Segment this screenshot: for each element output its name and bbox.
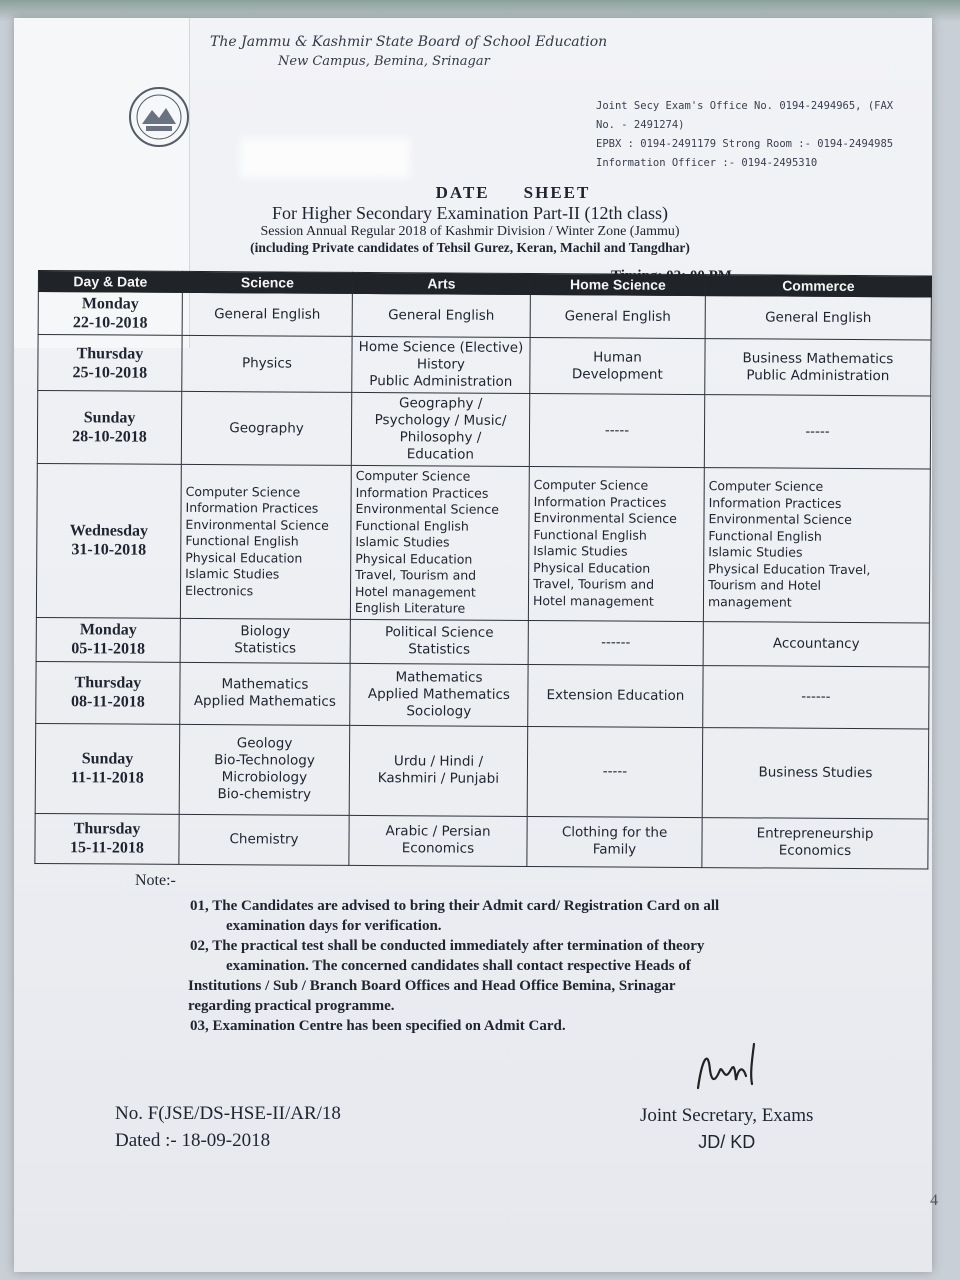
home-science-cell: [528, 664, 703, 727]
subject-name: Entrepreneurship: [756, 825, 874, 843]
subject-name: Geography: [229, 419, 304, 437]
science-cell: [182, 335, 352, 392]
subject-name: Sociology: [406, 702, 472, 720]
table-row: [35, 813, 928, 868]
day-date-cell: [38, 335, 182, 392]
header-day-date: Day & Date: [38, 271, 182, 293]
note-item: [190, 1016, 815, 1036]
subject-name: Functional English: [355, 517, 469, 534]
commerce-cell: [703, 665, 929, 728]
subject-name: Accountancy: [772, 634, 860, 652]
exam-title: For Higher Secondary Examination Part-II (12th class): [272, 203, 668, 223]
subject-name: Applied Mathematics: [367, 685, 510, 703]
note-text: The practical test shall be conducted immediately after termination of theory: [212, 938, 705, 954]
subject-name: Physical Education: [355, 550, 473, 567]
subject-name: Public Administration: [746, 366, 890, 384]
note-item: [190, 896, 815, 936]
subject-name: Physical Education: [185, 549, 303, 566]
heading-word: DATE: [435, 183, 490, 202]
notes-section: [135, 872, 815, 1036]
subject-name: Mathematics: [395, 668, 483, 686]
subject-name: Physical Education Travel,: [708, 560, 871, 577]
subject-name: Economics: [401, 840, 475, 857]
subject-name: Development: [571, 365, 663, 383]
commerce-cell: [702, 727, 929, 818]
exam-date: 31-10-2018: [71, 541, 147, 559]
arts-cell: [350, 663, 528, 726]
signatory-initials: JD/ KD: [698, 1132, 756, 1152]
science-cell: [179, 724, 350, 815]
board-emblem-icon: [128, 86, 190, 148]
subject-name: Extension Education: [546, 686, 685, 704]
subject-name: Microbiology: [221, 769, 308, 786]
note-number: 03,: [190, 1018, 209, 1034]
subject-name: Information Practices: [708, 494, 842, 511]
exam-day: Sunday: [81, 750, 134, 768]
subject-name: -----: [805, 423, 830, 440]
subject-name: Environmental Science: [185, 516, 329, 533]
subject-name: Business Mathematics: [742, 349, 894, 367]
exam-day: Sunday: [83, 409, 136, 427]
subject-name: Physical Education: [533, 559, 651, 576]
day-date-cell: [35, 723, 180, 814]
home-science-cell: [528, 467, 704, 622]
subject-name: Islamic Studies: [355, 533, 450, 550]
commerce-cell: [702, 817, 928, 868]
date-sheet-table: [34, 270, 932, 869]
subject-name: History: [416, 356, 465, 373]
science-cell: [180, 662, 350, 725]
signature-icon: [692, 1040, 772, 1100]
header-commerce: Commerce: [705, 275, 931, 297]
exam-day: Monday: [79, 621, 137, 639]
subject-name: ------: [801, 688, 831, 705]
signatory-designation: Joint Secretary, Exams: [640, 1105, 814, 1126]
subject-name: Family: [592, 841, 637, 858]
exam-day: Thursday: [74, 674, 142, 692]
subject-name: Biology: [240, 623, 291, 640]
subject-name: Islamic Studies: [533, 543, 628, 559]
exam-date: 08-11-2018: [70, 693, 145, 711]
exam-day: Thursday: [73, 820, 141, 838]
commerce-cell: [703, 621, 929, 666]
table-row: [36, 463, 930, 622]
home-science-cell: [530, 295, 705, 339]
arts-cell: [349, 725, 528, 816]
subject-name: Geology: [236, 735, 293, 752]
science-cell: [181, 391, 351, 465]
subject-name: Bio-chemistry: [217, 786, 312, 803]
subject-name: Hotel management: [532, 592, 654, 609]
subject-name: Statistics: [408, 641, 471, 658]
subject-name: Computer Science: [355, 467, 471, 484]
exam-date: 15-11-2018: [70, 839, 144, 857]
contact-line: Joint Secy Exam's Office No. 0194-2494965, (FAX No. - 2491274): [596, 100, 894, 131]
subject-name: Public Administration: [369, 373, 513, 390]
contact-line: Information Officer :- 0194-2495310: [596, 157, 818, 169]
subject-name: Economics: [778, 842, 852, 859]
arts-cell: [352, 293, 530, 337]
home-science-cell: [528, 620, 703, 665]
subject-name: Hotel management: [354, 583, 476, 600]
subject-name: General English: [564, 307, 671, 325]
arts-cell: [350, 465, 529, 620]
subject-name: Environmental Science: [708, 511, 852, 528]
note-text: examination days for verification.: [226, 918, 442, 934]
subject-name: Functional English: [708, 527, 822, 544]
notes-title: Note:-: [135, 872, 176, 889]
header-arts: Arts: [352, 272, 530, 294]
subject-name: -----: [604, 421, 630, 439]
date-sheet-heading: [290, 183, 770, 203]
commerce-cell: [705, 296, 931, 340]
document-titles: [170, 183, 770, 256]
arts-cell: [349, 815, 527, 866]
page-number: 4: [930, 1192, 938, 1209]
subject-name: Tourism and Hotel: [708, 577, 822, 594]
exam-day: Thursday: [76, 344, 144, 363]
subject-name: ------: [601, 633, 631, 651]
subject-name: Mathematics: [221, 676, 309, 693]
subject-name: Physics: [241, 355, 292, 372]
exam-day: Monday: [81, 295, 139, 313]
subject-name: Functional English: [185, 532, 299, 549]
subject-name: Islamic Studies: [708, 544, 803, 560]
subject-name: Islamic Studies: [185, 565, 280, 582]
reference-block: [115, 1100, 341, 1154]
contact-numbers: [596, 97, 896, 173]
day-date-cell: [35, 813, 179, 864]
arts-cell: [350, 619, 528, 664]
note-text: examination. The concerned candidates shall contact respective Heads of: [226, 958, 691, 974]
day-date-cell: [38, 292, 182, 336]
day-date-cell: [36, 661, 180, 724]
subject-name: Human: [593, 348, 642, 366]
signatory-block: [640, 1102, 813, 1156]
subject-name: Computer Science: [708, 478, 824, 495]
subject-name: Philosophy /: [399, 429, 482, 446]
subject-name: Home Science (Elective): [358, 338, 524, 356]
table-row: [36, 617, 929, 666]
subject-name: management: [707, 593, 792, 610]
subject-name: Environmental Science: [355, 500, 499, 517]
exam-date: 25-10-2018: [72, 363, 148, 382]
home-science-cell: [530, 338, 705, 395]
note-item: [190, 936, 815, 1016]
exam-date: 11-11-2018: [70, 769, 144, 787]
science-cell: [180, 464, 351, 619]
table-row: [36, 661, 929, 728]
subject-name: Clothing for the: [561, 824, 668, 841]
board-address: New Campus, Bemina, Srinagar: [278, 54, 490, 69]
exam-day: Wednesday: [69, 522, 149, 540]
subject-name: Computer Science: [533, 477, 649, 493]
subject-name: Urdu / Hindi /: [393, 753, 484, 770]
note-number: 02,: [190, 938, 209, 954]
note-text: Institutions / Sub / Branch Board Offices and Head Office Bemina, Srinagar: [188, 978, 676, 994]
board-header: [210, 34, 670, 69]
day-date-cell: [37, 391, 181, 465]
science-cell: [179, 814, 349, 865]
subject-name: Psychology / Music/: [374, 412, 507, 429]
commerce-cell: [704, 395, 930, 469]
arts-cell: [351, 392, 529, 466]
subject-name: Geography /: [398, 395, 483, 412]
subject-name: Business Studies: [758, 763, 873, 781]
subject-name: Political Science: [384, 624, 494, 641]
subject-name: General English: [214, 305, 321, 323]
note-number: 01,: [190, 898, 209, 914]
subject-name: Computer Science: [185, 483, 301, 500]
day-date-cell: [36, 463, 181, 617]
private-candidates-note: (including Private candidates of Tehsil Gurez, Keran, Machil and Tangdhar): [250, 240, 690, 255]
table-row: [37, 391, 930, 469]
subject-name: English Literature: [354, 599, 466, 616]
contact-line: EPBX : 0194-2491179 Strong Room :- 0194-2494985: [596, 138, 894, 150]
subject-name: Travel, Tourism and: [355, 566, 477, 583]
subject-name: Travel, Tourism and: [533, 576, 655, 593]
subject-name: Environmental Science: [533, 510, 677, 527]
subject-name: Chemistry: [229, 830, 299, 848]
subject-name: Functional English: [533, 526, 647, 543]
subject-name: Arabic / Persian: [385, 823, 491, 840]
exam-date: 22-10-2018: [72, 314, 148, 332]
board-name: The Jammu & Kashmir State Board of School Education: [210, 34, 608, 50]
table-row: [38, 335, 931, 396]
science-cell: [182, 292, 352, 336]
subject-name: Electronics: [185, 582, 254, 598]
commerce-cell: [705, 339, 931, 396]
issue-date: Dated :- 18-09-2018: [115, 1130, 271, 1151]
subject-name: Information Practices: [355, 484, 489, 501]
note-text: The Candidates are advised to bring their Admit card/ Registration Card on all: [212, 898, 720, 914]
subject-name: General English: [765, 308, 872, 326]
header-science: Science: [182, 271, 352, 293]
heading-word: SHEET: [523, 183, 591, 202]
subject-name: Bio-Technology: [214, 752, 315, 769]
exam-date: 05-11-2018: [71, 640, 146, 658]
table-row: [38, 292, 931, 340]
commerce-cell: [703, 468, 930, 623]
table-row: [35, 723, 929, 818]
subject-name: Information Practices: [533, 493, 667, 510]
home-science-cell: [527, 816, 702, 867]
arts-cell: [352, 336, 530, 393]
subject-name: -----: [602, 762, 628, 780]
note-text: Examination Centre has been specified on Admit Card.: [212, 1018, 566, 1034]
science-cell: [180, 618, 350, 663]
session-title: Session Annual Regular 2018 of Kashmir Division / Winter Zone (Jammu): [260, 224, 680, 239]
home-science-cell: [529, 394, 704, 468]
home-science-cell: [527, 726, 703, 817]
day-date-cell: [36, 617, 180, 662]
exam-date: 28-10-2018: [72, 428, 147, 446]
reference-number: No. F(JSE/DS-HSE-II/AR/18: [115, 1103, 341, 1124]
subject-name: General English: [388, 306, 495, 324]
subject-name: Education: [406, 446, 475, 463]
redacted-area: [240, 138, 410, 178]
subject-name: Statistics: [234, 640, 297, 657]
note-text: regarding practical programme.: [188, 998, 395, 1014]
header-home-science: Home Science: [530, 274, 705, 296]
subject-name: Kashmiri / Punjabi: [377, 770, 500, 787]
subject-name: Applied Mathematics: [193, 692, 336, 710]
subject-name: Information Practices: [185, 499, 319, 516]
